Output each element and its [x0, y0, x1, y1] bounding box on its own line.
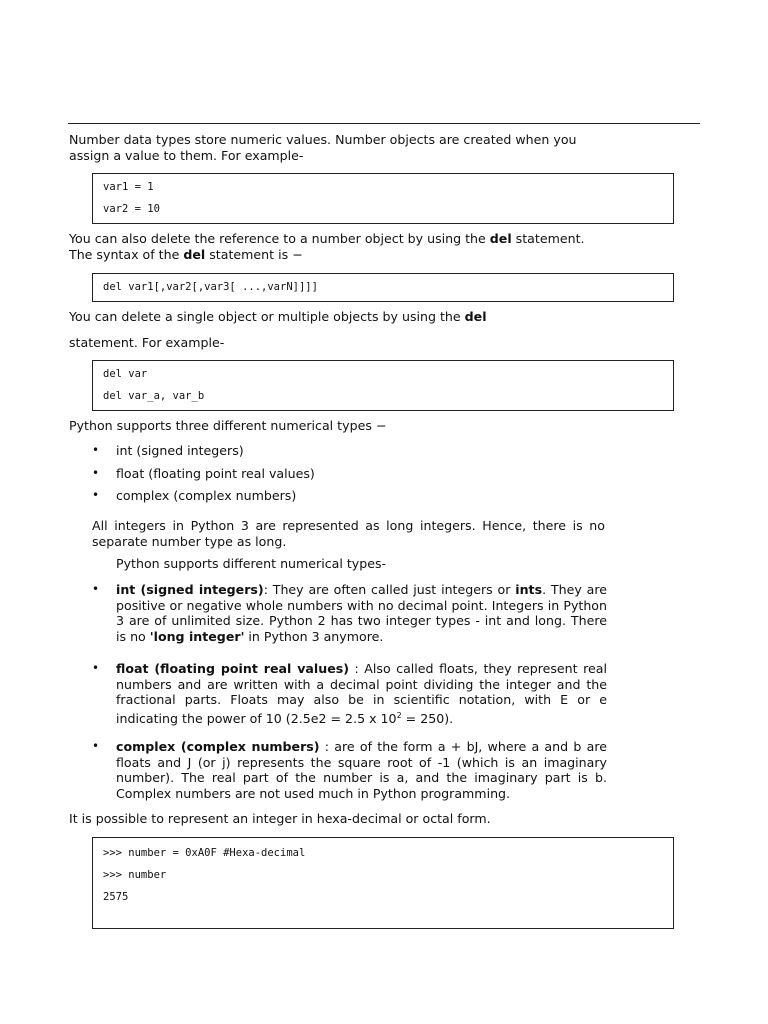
del-example-line: statement. For example- — [69, 335, 225, 350]
detail-item-float: • float (floating point real values) : Also called floats, they represent real numbers and are written with a decimal point dividing the integer and the fractional parts. Floats may also be in scientific notation, with E or e indicating the power of 10 (2.5e2 = 2.5 x $10^2 = 250$). — [92, 661, 607, 726]
bullet-icon: • — [92, 443, 100, 457]
bullet-icon: • — [92, 661, 100, 675]
list-item: • complex (complex numbers) — [92, 488, 297, 503]
code-block-del-example — [92, 360, 674, 411]
long-integer-note: All integers in Python 3 are represented as long integers. Hence, there is no separate number type as long. — [92, 518, 605, 549]
supports2-paragraph: Python supports different numerical types- — [116, 556, 387, 571]
bullet-icon: • — [92, 488, 100, 502]
code-block-hex — [92, 837, 674, 929]
code-line: 2575 — [103, 891, 129, 903]
del-keyword: del — [183, 247, 206, 262]
list-item: • float (floating point real values) — [92, 466, 315, 481]
supports-paragraph: Python supports three different numerical types − — [69, 418, 387, 433]
header-rule — [68, 123, 700, 124]
detail-item-int: • int (signed integers): They are often called just integers or ints. They are positive or negative whole numbers with no decimal point. Integers in Python 3 are of unlimited size. Python 2 has two integer types - int and long. There is no 'long integer' in Python 3 anymore. — [92, 582, 607, 644]
code-line: var2 = 10 — [103, 203, 160, 215]
del-paragraph: You can also delete the reference to a number object by using the del statement. The syntax of the del statement is − — [69, 231, 585, 262]
term-complex: complex (complex numbers) — [116, 739, 320, 754]
code-line: var1 = 1 — [103, 181, 154, 193]
code-line: >>> number = 0xA0F #Hexa-decimal — [103, 847, 306, 859]
code-line: >>> number — [103, 869, 167, 881]
code-block-assign — [92, 173, 674, 224]
detail-item-complex: • complex (complex numbers) : are of the form a + bJ, where a and b are floats and J (or j) represents the square root of -1 (which is an imaginary number). The real part of the number is a, and the imaginary part is b. Complex numbers are not used much in Python programming. — [92, 739, 607, 801]
intro-line-2: assign a value to them. For example- — [69, 148, 304, 163]
code-block-del-syntax — [92, 273, 674, 302]
term-float: float (floating point real values) — [116, 661, 349, 676]
code-line: del var — [103, 368, 148, 380]
del-single-line: You can delete a single object or multiple objects by using the del — [69, 309, 487, 324]
del-keyword: del — [464, 309, 487, 324]
list-item: • int (signed integers) — [92, 443, 244, 458]
del-keyword: del — [489, 231, 512, 246]
bullet-icon: • — [92, 582, 100, 596]
intro-paragraph — [69, 132, 614, 164]
bullet-icon: • — [92, 739, 100, 753]
term-int: int (signed integers) — [116, 582, 264, 597]
hex-note: It is possible to represent an integer in hexa-decimal or octal form. — [69, 811, 491, 826]
intro-line-1: Number data types store numeric values. Number objects are created when you — [69, 132, 577, 147]
code-line: del var_a, var_b — [103, 390, 205, 402]
code-line: del var1[,var2[,var3[ ...,varN]]]] — [103, 281, 318, 293]
bullet-icon: • — [92, 466, 100, 480]
